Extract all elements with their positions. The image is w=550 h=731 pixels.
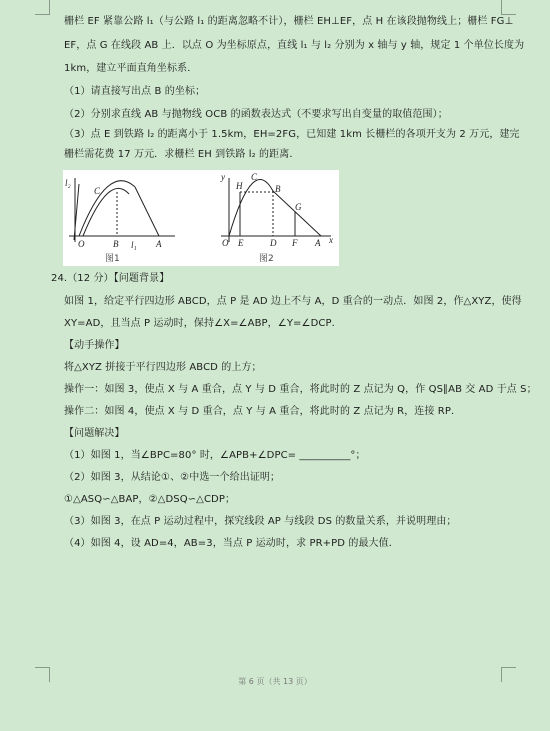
crop-mark-top-left (35, 0, 50, 15)
text-line: 栅栏需花费 17 万元．求栅栏 EH 到铁路 l₂ 的距离． (64, 149, 300, 160)
fig2-label-d: D (270, 238, 277, 248)
fig2-label-f: F (292, 238, 298, 248)
fig1-label-b: B (113, 239, 119, 249)
fig1-label-a: A (156, 239, 162, 249)
fig2-label-c: C (251, 172, 258, 182)
section-heading: 【动手操作】 (64, 340, 125, 351)
fig1-label-c: C (94, 186, 101, 196)
fig2-label-x: x (329, 235, 333, 245)
text-line: 操作一：如图 3，使点 X 与 A 重合，点 Y 与 D 重合，将此时的 Z 点记为 Q，作 QS∥AB 交 AD 于点 S； (64, 384, 537, 395)
fig2-label-y: y (221, 172, 225, 182)
page-number: 第 6 页（共 13 页） (238, 677, 312, 686)
fig1-caption: 图1 (105, 254, 120, 264)
section-heading: 【问题解决】 (64, 428, 125, 439)
question-item-3: （3）如图 3，在点 P 运动过程中，探究线段 AP 与线段 DS 的数量关系，并说明理由； (64, 516, 457, 527)
text-line: 栅栏 EF 紧靠公路 l₁（与公路 l₁ 的距离忽略不计），栅栏 EH⊥EF，点 H 在该段抛物线上；栅栏 FG⊥ (64, 16, 514, 27)
question-item-2: （2）如图 3，从结论①、②中选一个给出证明； (64, 472, 281, 483)
question-24-header: 24.（12 分）【问题背景】 (51, 273, 170, 284)
fig1-segment-ba (135, 187, 159, 236)
fig2-label-g: G (295, 202, 302, 212)
text-line: 如图 1，给定平行四边形 ABCD，点 P 是 AD 边上不与 A，D 重合的一动点．如图 2，作△XYZ，使得 (64, 296, 522, 307)
fig2-label-b: B (275, 184, 281, 194)
question-item-4: （4）如图 4，设 AD=4，AB=3，当点 P 运动时，求 PR+PD 的最大值． (64, 538, 399, 549)
question-item-2: （2）分别求直线 AB 与抛物线 OCB 的函数表达式（不要求写出自变量的取值范围）； (64, 109, 448, 120)
fig1-label-l2: l₂ (65, 178, 71, 188)
text-line: 1km，建立平面直角坐标系． (64, 63, 198, 74)
text-line: XY=AD，且当点 P 运动时，保持∠X=∠ABP，∠Y=∠DCP． (64, 318, 342, 329)
fig2-label-h: H (236, 181, 243, 191)
question-item-1: （1）请直接写出点 B 的坐标； (64, 86, 206, 97)
text-line: ①△ASQ∽△BAP，②△DSQ∽△CDP； (64, 494, 236, 505)
text-line: 将△XYZ 拼接于平行四边形 ABCD 的上方； (64, 362, 262, 373)
text-line: 操作二：如图 4，使点 X 与 D 重合，点 Y 与 A 重合，将此时的 Z 点记为 R，连接 RP． (64, 406, 462, 417)
fig1-label-o: O (78, 239, 85, 249)
fig2-label-a: A (315, 238, 321, 248)
fig2-segment-ba (273, 191, 321, 236)
figures-panel (63, 170, 339, 266)
question-item-1: （1）如图 1，当∠BPC=80° 时，∠APB+∠DPC= __________°； (64, 450, 366, 461)
crop-mark-top-right (501, 0, 516, 15)
fig1-outer-curve (79, 181, 135, 236)
fig2-caption: 图2 (259, 254, 274, 264)
question-item-3: （3）点 E 到铁路 l₂ 的距离小于 1.5km，EH=2FG，已知建 1km 长栅栏的各项开支为 2 万元，建完 (64, 129, 520, 140)
fig1-label-l1: l₁ (131, 240, 137, 250)
fig2-label-o: O (222, 238, 229, 248)
fig2-label-e: E (238, 238, 244, 248)
text-line: EF，点 G 在线段 AB 上．以点 O 为坐标原点，直线 l₁ 与 l₂ 分别为 x 轴与 y 轴，规定 1 个单位长度为 (64, 40, 525, 51)
